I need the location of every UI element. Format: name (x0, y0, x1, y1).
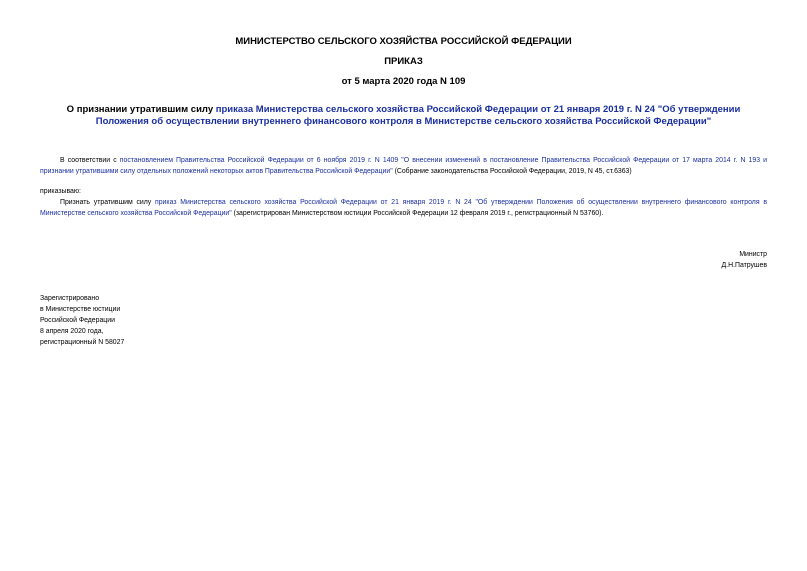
registration-block (40, 293, 124, 348)
registration-line: регистрационный N 58027 (40, 339, 125, 346)
registration-line: Российской Федерации (40, 317, 115, 324)
clause-link[interactable]: приказ Министерства сельского хозяйства Российской Федерации от 21 января 2019 г. N 24 "Об утверждении Положения об осуществлении внутреннего финансового контроля в Министерстве сельского хозяйства Российской Федерации" (40, 199, 767, 217)
signature-position: Министр (739, 251, 767, 258)
clause-paragraph (40, 197, 767, 219)
preamble-text-end: (Собрание законодательства Российской Федерации, 2019, N 45, ст.6363) (392, 168, 632, 175)
order-word: приказываю: (40, 188, 81, 195)
registration-line: 8 апреля 2020 года, (40, 328, 104, 335)
signature-block (722, 249, 767, 271)
subject-link[interactable]: приказа Министерства сельского хозяйства Российской Федерации от 21 января 2019 г. N 24 "Об утверждении Положения об осуществлении внутреннего финансового контроля в Министерстве сельского хозяйства Российской Федерации" (95, 104, 741, 127)
clause-text-start: Признать утратившим силу (60, 199, 155, 206)
ministry-heading: МИНИСТЕРСТВО СЕЛЬСКОГО ХОЗЯЙСТВА РОССИЙСКОЙ ФЕДЕРАЦИИ (235, 36, 572, 47)
preamble-text-start: В соответствии с (60, 157, 120, 164)
document-type: ПРИКАЗ (384, 56, 423, 67)
document-date-number: от 5 марта 2020 года N 109 (341, 76, 466, 87)
preamble-link[interactable]: постановлением Правительства Российской Федерации от 6 ноября 2019 г. N 1409 "О внесении изменений в постановление Правительства Российской Федерации от 17 марта 2014 г. N 193 и признании утратившими силу отдельных положений некоторых актов Правительства Российской Федерации" (40, 157, 767, 175)
preamble-paragraph (40, 155, 767, 177)
registration-line: Зарегистрировано (40, 295, 100, 302)
clause-text-end: (зарегистрирован Министерством юстиции Российской Федерации 12 февраля 2019 г., регистрационный N 53760). (231, 210, 604, 217)
signature-name: Д.Н.Патрушев (721, 262, 767, 269)
registration-line: в Министерстве юстиции (40, 306, 121, 313)
document-subject (40, 104, 767, 128)
subject-prefix: О признании утратившим силу (66, 104, 216, 115)
